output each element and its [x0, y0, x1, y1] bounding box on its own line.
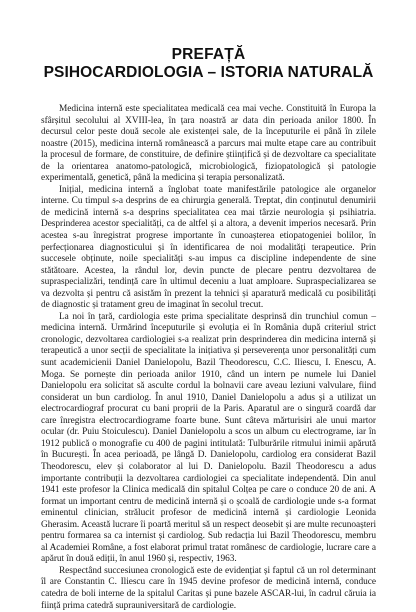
paragraph-4: Respectând succesiunea cronologică este de evidențiat și faptul că un rol determinant îl are Constantin C. Iliescu care în 1945 devine profesor de medicină internă, conduce catedra de boli interne de la spitalul Caritas și pune bazele ASCAR-lui, în cadrul căruia ia ființă prima catedră suprauniversitară de cardiologie.: [41, 565, 376, 611]
page-title: [41, 46, 376, 82]
paragraph-3: La noi în țară, cardiologia este prima specialitate desprinsă din trunchiul comun – medicina internă. Urmărind începuturile și evoluția ei în România după criteriul strict cronologic, dezvoltarea cardiologiei s-a realizat prin desprinderea din medicina internă și terapeutică a unor secții de specialitate la inițiativa și perseverența unor personalități cum sunt academicienii Daniel Danielopolu, Bazil Theodorescu, C.C. Iliescu, I. Enescu, A. Moga. Se pornește din perioada anilor 1910, când un intern pe numele lui Daniel Danielopolu era solicitat să asculte cordul la bolnavii care aveau leziuni valvulare, fiind considerat un bun cardiolog. În anul 1910, Daniel Danielopolu a adus și a utilizat un electrocardiograf procurat cu bani proprii de la Paris. Aparatul are o singură coardă dar care înregistra electrocardiograme foarte bune. Sunt câteva mărturisiri ale unui martor ocular (dr. Puiu Stoiculescu). Daniel Danielopolu a scos un album cu electrograme, iar în 1912 publică o monografie cu 400 de pagini intitulată: Tulburările ritmului inimii apărută în București. În acea perioadă, pe lângă D. Danielopolu, cardiolog era considerat Bazil Theodorescu, elev și colaborator al lui D. Danielopolu. Bazil Theodorescu a adus importante contribuții la dezvoltarea cardiologiei ca specialitate independentă. Din anul 1941 este profesor la Clinica medicală din spitalul Colțea pe care o conduce 20 de ani. A format un important centru de medicină internă și o școală de cardiologie unde s-a format eminentul clinician, strălucit profesor de medicină internă și cardiologie Leonida Gherasim. Această lucrare îi poartă meritul să un respect deosebit și are multe recunoașteri pentru formarea sa ca internist și cardiolog. Sub redacția lui Bazil Theodorescu, membru al Academiei Române, a fost elaborat primul tratat românesc de cardiologie, lucrare care a apărut în două ediții, în anul 1960 și, respectiv, 1963.: [41, 311, 376, 565]
paragraph-1: Medicina internă este specialitatea medicală cea mai veche. Constituită în Europa la sfârșitul secolului al XVIII-lea, în țara noastră ar data din perioada anilor 1800. În decursul celor peste două secole ale existenței sale, de la începuturile ei până în zilele noastre (2015), medicina internă românească a parcurs mai multe etape care au contribuit la procesul de formare, de constituire, de definire științifică și de dezvoltare ca specialitate de la orientarea anatomo-patologică, microbiologică, fiziopatologică și patologie experimentală, genetică, până la medicina și terapia personalizată.: [41, 104, 376, 184]
title-subtitle: PSIHOCARDIOLOGIA – ISTORIA NATURALĂ: [43, 64, 374, 81]
body-text: [41, 104, 376, 612]
title-preface: PREFAȚĂ: [171, 46, 246, 63]
paragraph-2: Inițial, medicina internă a înglobat toate manifestările patologice ale organelor interne. Cu timpul s-a desprins de ea chirurgia generală. Treptat, din conținutul denumirii de medicină internă s-a desprins specialitatea cea mai târzie neurologia și psihiatria. Desprinderea acestor specialități, ca de altfel și a altora, a devenit imperios necesară. Prin acestea s-au înregistrat progrese importante în cunoașterea etiopatogeniei bolilor, în perfecționarea diagnosticului și în identificarea de noi modalități terapeutice. Prin succesele obținute, noile specialități s-au impus ca discipline independente de sine stătătoare. Acestea, la rândul lor, devin puncte de plecare pentru dezvoltarea de supraspecializări, tendință care în ultimul deceniu a luat amploare. Supraspecializarea se va dezvolta și pentru că asistăm în prezent la tehnici și aparatură medicală cu posibilități de diagnostic și tratament greu de imaginat în secolul trecut.: [41, 184, 376, 311]
